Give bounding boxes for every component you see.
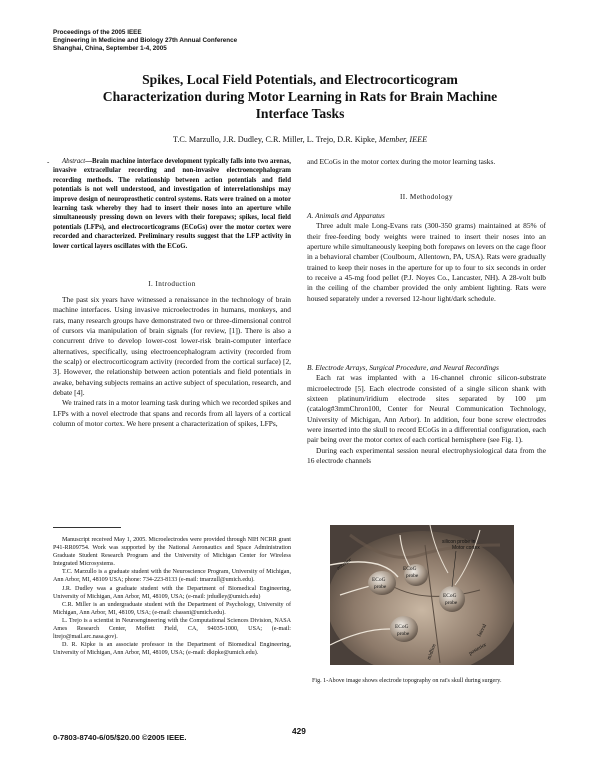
methods-section-a (307, 211, 546, 304)
label-posterior: posterior (468, 641, 488, 657)
subsection-a-heading: A. Animals and Apparatus (307, 211, 385, 220)
subsection-b-paragraph-2: During each experimental session neural electrophysiological data from the 16 electrode channels (307, 445, 546, 466)
footnotes (53, 536, 291, 657)
intro-body (53, 295, 291, 429)
intro-paragraph-2: We trained rats in a motor learning task during which we recorded spikes and LFPs with a novel electrode that spans and records from all layers of a cortical column of motor cortex. We here present a characterization of spikes, LFPs, (53, 398, 291, 429)
subsection-a-paragraph: Three adult male Long-Evans rats (300-350 grams) maintained at 85% of their free-feeding body weights were trained to insert their noses into an aperture while simultaneously keeping both forepaws on levers on the cage floor in a behavioral chamber (Coulbourn, Allentown, PA, USA). Rats were gradually trained to keep their noses in the aperture for up to four to six seconds in order to receive a 45-mg food pellet (P.J. Noyes Co., Lancaster, NH). A 28-volt bulb in the ceiling of the chamber provided the only ambient lighting. Rats were housed separately under a reversed 12-hour light/dark schedule. (307, 221, 546, 303)
abstract (53, 157, 291, 251)
ecog-screw-left (368, 571, 396, 595)
label-probe-bottom: probe (397, 631, 410, 637)
label-anterior: anterior (335, 557, 353, 572)
methods-heading: II. Methodology (399, 193, 454, 201)
author-membership: Member, IEEE (378, 135, 428, 144)
subsection-b-heading: B. Electrode Arrays, Surgical Procedure, and Neural Recordings (307, 363, 499, 372)
copyright-footer: 0-7803-8740-6/05/$20.00 ©2005 IEEE. (53, 733, 187, 742)
author-names: T.C. Marzullo, J.R. Dudley, C.R. Miller, L. Trejo, D.R. Kipke, (172, 135, 379, 144)
label-ecog-bottom: ECoG (395, 624, 409, 630)
footnote-author-2: J.R. Dudley was a graduate student with the Department of Biomedical Engineering, University of Michigan, Ann Arbor, MI, 48109, USA; (e-mail: jrdudley@umich.edu) (53, 585, 291, 600)
figure-1-caption: Fig. 1-Above image shows electrode topography on rat's skull during surgery. (312, 678, 502, 684)
label-ecog-probe-top: ECoG (403, 566, 417, 572)
label-ecog-left: ECoG (372, 577, 386, 583)
footnote-rule (53, 527, 121, 528)
intro-heading: I. Introduction (148, 280, 196, 288)
title-line-2: Characterization during Motor Learning in Rats for Brain Machine (102, 89, 498, 104)
abstract-text: Brain machine interface development typically falls into two arenas, invasive extracellular recording and non-invasive electroencephalogram recording methods. The relationship between action potentials and field potentials is not well understood, and investigation of interrelationships may improve design of neuroprosthetic control systems. Rats were trained on a motor learning task whereby they had to insert their noses into an aperture while simultaneously pressing down on levers with their forepaws; spikes, local field potentials (LFPs), and electrocorticograms (ECoGs) over the motor cortex were recorded and characterized. Preliminary results suggest that the LFP activity in lower cortical layers oscillates with the ECoG. (53, 158, 291, 250)
intro-paragraph-1: The past six years have witnessed a renaissance in the technology of brain machine interfaces. Using invasive microelectrodes in humans, monkeys, and rats, many research groups have demonstrated two or three-dimensional control of cursors via manipulation of brain signals (for review, [1]). There is also a concurrent drive to develop lower-cost lower-risk brain-computer interface alternatives, specifically, using electroencephalogram activity (recorded from the scalp) or electrocorticogram activity (recorded from the cortical surface) [2, 3]. However, the relationship between action potentials and field potentials in awake, behaving subjects remains an active subject of speculation, research, and debate [4]. (53, 295, 291, 398)
methods-section-b (307, 363, 546, 466)
conference-header (53, 29, 237, 54)
subsection-b-paragraph-1: Each rat was implanted with a 16-channel chronic silicon-substrate microelectrode [5]. Each electrode consisted of a single silicon shank with sixteen platinum/iridium electrode sites separated by 100 µm (catalog#3mmChron100, Center for Neural Communication Technology, University of Michigan, Ann Arbor). In addition, four bone screw electrodes were inserted into the skull to record ECoGs in a differential configuration, each pair being over the motor cortex of each cortical hemisphere (see Fig. 1). (307, 373, 546, 445)
intro-continuation: and ECoGs in the motor cortex during the motor learning tasks. (307, 157, 496, 166)
label-probe-top: probe (406, 573, 419, 579)
label-motor-cortex: Motor cortex (452, 545, 480, 551)
label-probe-right: probe (445, 600, 458, 606)
footnote-author-3: C.R. Miller is an undergraduate student with the Department of Psychology, University of Michigan, Ann Arbor, MI, 48109, USA; (e-mail: chassni@umich.edu). (53, 601, 291, 616)
paper-title (60, 71, 540, 122)
abstract-dash: — (85, 158, 93, 165)
page-number: 429 (292, 726, 306, 736)
abstract-label: Abstract (62, 158, 86, 165)
conference-line-1: Proceedings of the 2005 IEEE (53, 29, 142, 36)
label-lateral: lateral (476, 623, 489, 638)
footnote-author-4: L. Trejo is a scientist in Neuroengineering with the Computational Sciences Division, NASA Ames Research Center, Moffett Field, CA, 94035-1000, USA; (e-mail: ltrejo@mail.arc.nasa.gov). (53, 617, 291, 641)
label-probe-left: probe (374, 584, 387, 590)
conference-line-2: Engineering in Medicine and Biology 27th Annual Conference (53, 37, 238, 45)
label-silicon-probe: silicon probe in (442, 539, 476, 545)
abstract-marker: - (47, 158, 50, 166)
footnote-author-1: T.C. Marzullo is a graduate student with the Neuroscience Program, University of Michigan, Ann Arbor, MI, 48109 USA; phone: 734-223-8133 (e-mail: tmarzull@umich.edu). (53, 569, 291, 584)
footnote-manuscript: Manuscript received May 1, 2005. Microelectrodes were provided through NIH NCRR grant P41-RR09754. Work was supported by the National Aeronautics and Space Administration Graduate Student Research Program and the University of Michigan Center for Wireless Integrated Microsystems. (53, 537, 291, 568)
conference-line-3: Shanghai, China, September 1-4, 2005 (53, 45, 167, 53)
footnote-author-5: D. R. Kipke is an associate professor in the Department of Biomedical Engineering, University of Michigan, Ann Arbor, MI, 48109, USA; (e-mail: dkipke@umich.edu). (53, 642, 291, 657)
rat-skull-photo (330, 525, 514, 665)
label-ecog-right: ECoG (443, 593, 457, 599)
author-list (60, 135, 540, 144)
skull-surface (330, 531, 514, 665)
title-line-1: Spikes, Local Field Potentials, and Electrocorticogram (142, 72, 458, 87)
silicon-probe-site (439, 586, 465, 612)
figure-1-photo (330, 525, 514, 665)
label-midline: midline (426, 643, 438, 661)
title-line-3: Interface Tasks (255, 106, 345, 121)
